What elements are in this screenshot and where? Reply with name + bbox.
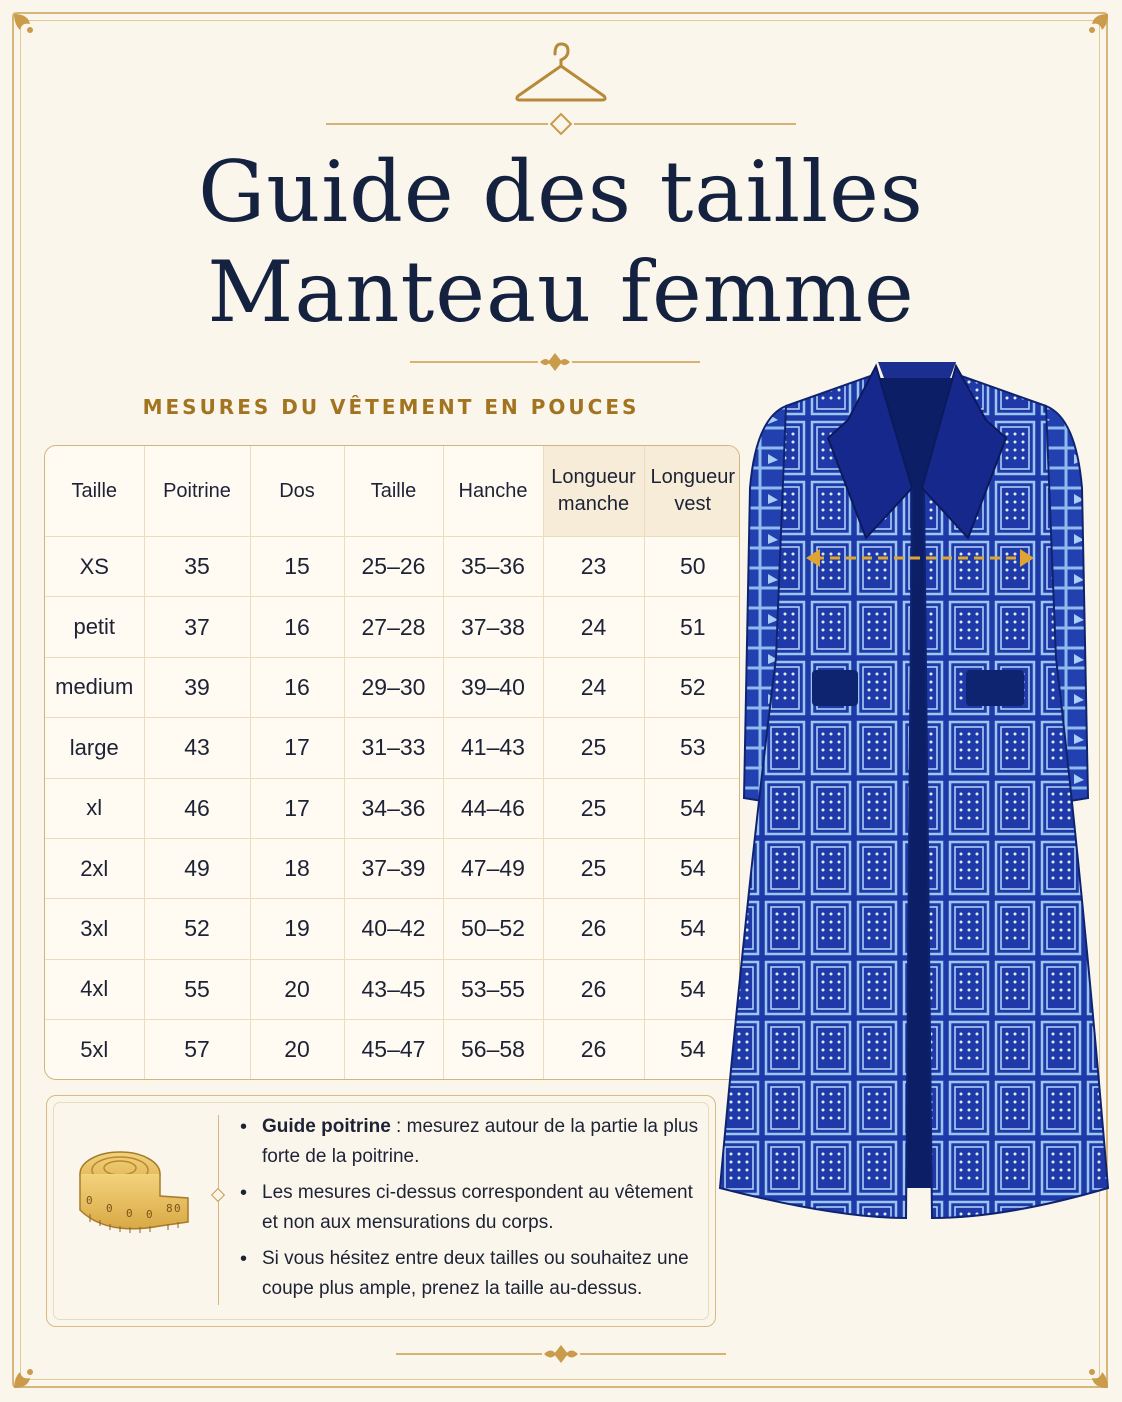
table-row xyxy=(45,778,740,838)
measurement-cell: 50 xyxy=(644,537,740,597)
table-header-row xyxy=(45,446,740,537)
table-row xyxy=(45,1020,740,1080)
measurement-cell: 18 xyxy=(250,838,344,898)
note-item: • Les mesures ci-dessus correspondent au vêtement et non aux mensurations du corps. xyxy=(238,1178,708,1238)
measurement-cell: 24 xyxy=(543,657,644,717)
measurement-cell: 51 xyxy=(644,597,740,657)
hanger-icon xyxy=(512,40,610,106)
measurement-cell: 20 xyxy=(250,1020,344,1080)
size-cell: 5xl xyxy=(45,1020,144,1080)
measurement-cell: 37–38 xyxy=(443,597,543,657)
measurement-cell: 41–43 xyxy=(443,718,543,778)
column-header: Taille xyxy=(45,446,144,537)
measurement-cell: 54 xyxy=(644,778,740,838)
corner-ornament-icon xyxy=(10,1352,50,1392)
measurement-cell: 46 xyxy=(144,778,250,838)
corner-ornament-icon xyxy=(1072,10,1112,50)
measurement-cell: 40–42 xyxy=(344,899,443,959)
column-header: Dos xyxy=(250,446,344,537)
tape-number: 0 xyxy=(86,1194,93,1207)
measurement-cell: 19 xyxy=(250,899,344,959)
measurement-cell: 37 xyxy=(144,597,250,657)
diamond-ornament-icon xyxy=(326,112,796,136)
column-header: Taille xyxy=(344,446,443,537)
measurement-cell: 31–33 xyxy=(344,718,443,778)
table-row xyxy=(45,899,740,959)
table-row xyxy=(45,657,740,717)
measurement-cell: 57 xyxy=(144,1020,250,1080)
size-cell: xl xyxy=(45,778,144,838)
section-subtitle: MESURES DU VÊTEMENT EN POUCES xyxy=(142,395,640,419)
measurement-cell: 27–28 xyxy=(344,597,443,657)
measurement-cell: 25–26 xyxy=(344,537,443,597)
measurement-cell: 25 xyxy=(543,718,644,778)
measurement-cell: 43 xyxy=(144,718,250,778)
measurement-cell: 54 xyxy=(644,838,740,898)
measurement-cell: 37–39 xyxy=(344,838,443,898)
note-item: • Si vous hésitez entre deux tailles ou souhaitez une coupe plus ample, prenez la taille au-dessus. xyxy=(238,1244,708,1304)
corner-ornament-icon xyxy=(10,10,50,50)
measurement-cell: 29–30 xyxy=(344,657,443,717)
note-item: • Guide poitrine : mesurez autour de la partie la plus forte de la poitrine. xyxy=(238,1112,708,1172)
table-row xyxy=(45,838,740,898)
table-row xyxy=(45,959,740,1019)
corner-ornament-icon xyxy=(1072,1352,1112,1392)
measurement-cell: 49 xyxy=(144,838,250,898)
measurement-cell: 54 xyxy=(644,899,740,959)
measurement-cell: 47–49 xyxy=(443,838,543,898)
size-cell: 3xl xyxy=(45,899,144,959)
tape-number: 0 xyxy=(126,1207,133,1220)
measurement-cell: 15 xyxy=(250,537,344,597)
diamond-ornament-icon xyxy=(396,1342,726,1366)
measurement-cell: 26 xyxy=(543,899,644,959)
size-cell: 4xl xyxy=(45,959,144,1019)
tape-number: 0 xyxy=(174,1202,181,1215)
table-row xyxy=(45,718,740,778)
page-title: Guide des tailles xyxy=(198,143,924,241)
measurement-cell: 54 xyxy=(644,959,740,1019)
measurement-cell: 23 xyxy=(543,537,644,597)
diamond-ornament-icon xyxy=(410,350,700,374)
measuring-tape-icon xyxy=(76,1140,192,1244)
measurement-cell: 55 xyxy=(144,959,250,1019)
measurement-cell: 35–36 xyxy=(443,537,543,597)
measurement-cell: 17 xyxy=(250,718,344,778)
size-cell: medium xyxy=(45,657,144,717)
table-row xyxy=(45,597,740,657)
measurement-cell: 39–40 xyxy=(443,657,543,717)
tape-number: 0 xyxy=(106,1202,113,1215)
measurement-cell: 25 xyxy=(543,778,644,838)
column-header: Longueur vest xyxy=(644,446,740,537)
coat-illustration xyxy=(716,358,1111,1228)
size-cell: petit xyxy=(45,597,144,657)
measurement-cell: 53 xyxy=(644,718,740,778)
measurement-cell: 43–45 xyxy=(344,959,443,1019)
measurement-cell: 24 xyxy=(543,597,644,657)
measurement-cell: 45–47 xyxy=(344,1020,443,1080)
notes-list xyxy=(238,1112,708,1310)
size-table xyxy=(44,445,740,1080)
measurement-cell: 56–58 xyxy=(443,1020,543,1080)
measurement-cell: 35 xyxy=(144,537,250,597)
measurement-cell: 52 xyxy=(644,657,740,717)
measurement-cell: 53–55 xyxy=(443,959,543,1019)
measurement-cell: 20 xyxy=(250,959,344,1019)
size-cell: XS xyxy=(45,537,144,597)
column-header: Hanche xyxy=(443,446,543,537)
page-title-line2: Manteau femme xyxy=(207,243,915,341)
measurement-cell: 16 xyxy=(250,597,344,657)
column-header: Longueur manche xyxy=(543,446,644,537)
measurement-cell: 52 xyxy=(144,899,250,959)
notes-divider xyxy=(218,1115,219,1305)
measurement-cell: 39 xyxy=(144,657,250,717)
measurement-cell: 26 xyxy=(543,959,644,1019)
tape-number: 0 xyxy=(146,1208,153,1221)
measurement-cell: 16 xyxy=(250,657,344,717)
measurement-cell: 44–46 xyxy=(443,778,543,838)
measurement-cell: 25 xyxy=(543,838,644,898)
measurement-cell: 26 xyxy=(543,1020,644,1080)
table-row xyxy=(45,537,740,597)
measurement-cell: 50–52 xyxy=(443,899,543,959)
measurement-cell: 54 xyxy=(679,1036,706,1062)
size-cell: 2xl xyxy=(45,838,144,898)
measurement-cell: 17 xyxy=(250,778,344,838)
tape-number: 8 xyxy=(166,1202,173,1215)
measurement-cell: 34–36 xyxy=(344,778,443,838)
column-header: Poitrine xyxy=(144,446,250,537)
size-cell: large xyxy=(45,718,144,778)
